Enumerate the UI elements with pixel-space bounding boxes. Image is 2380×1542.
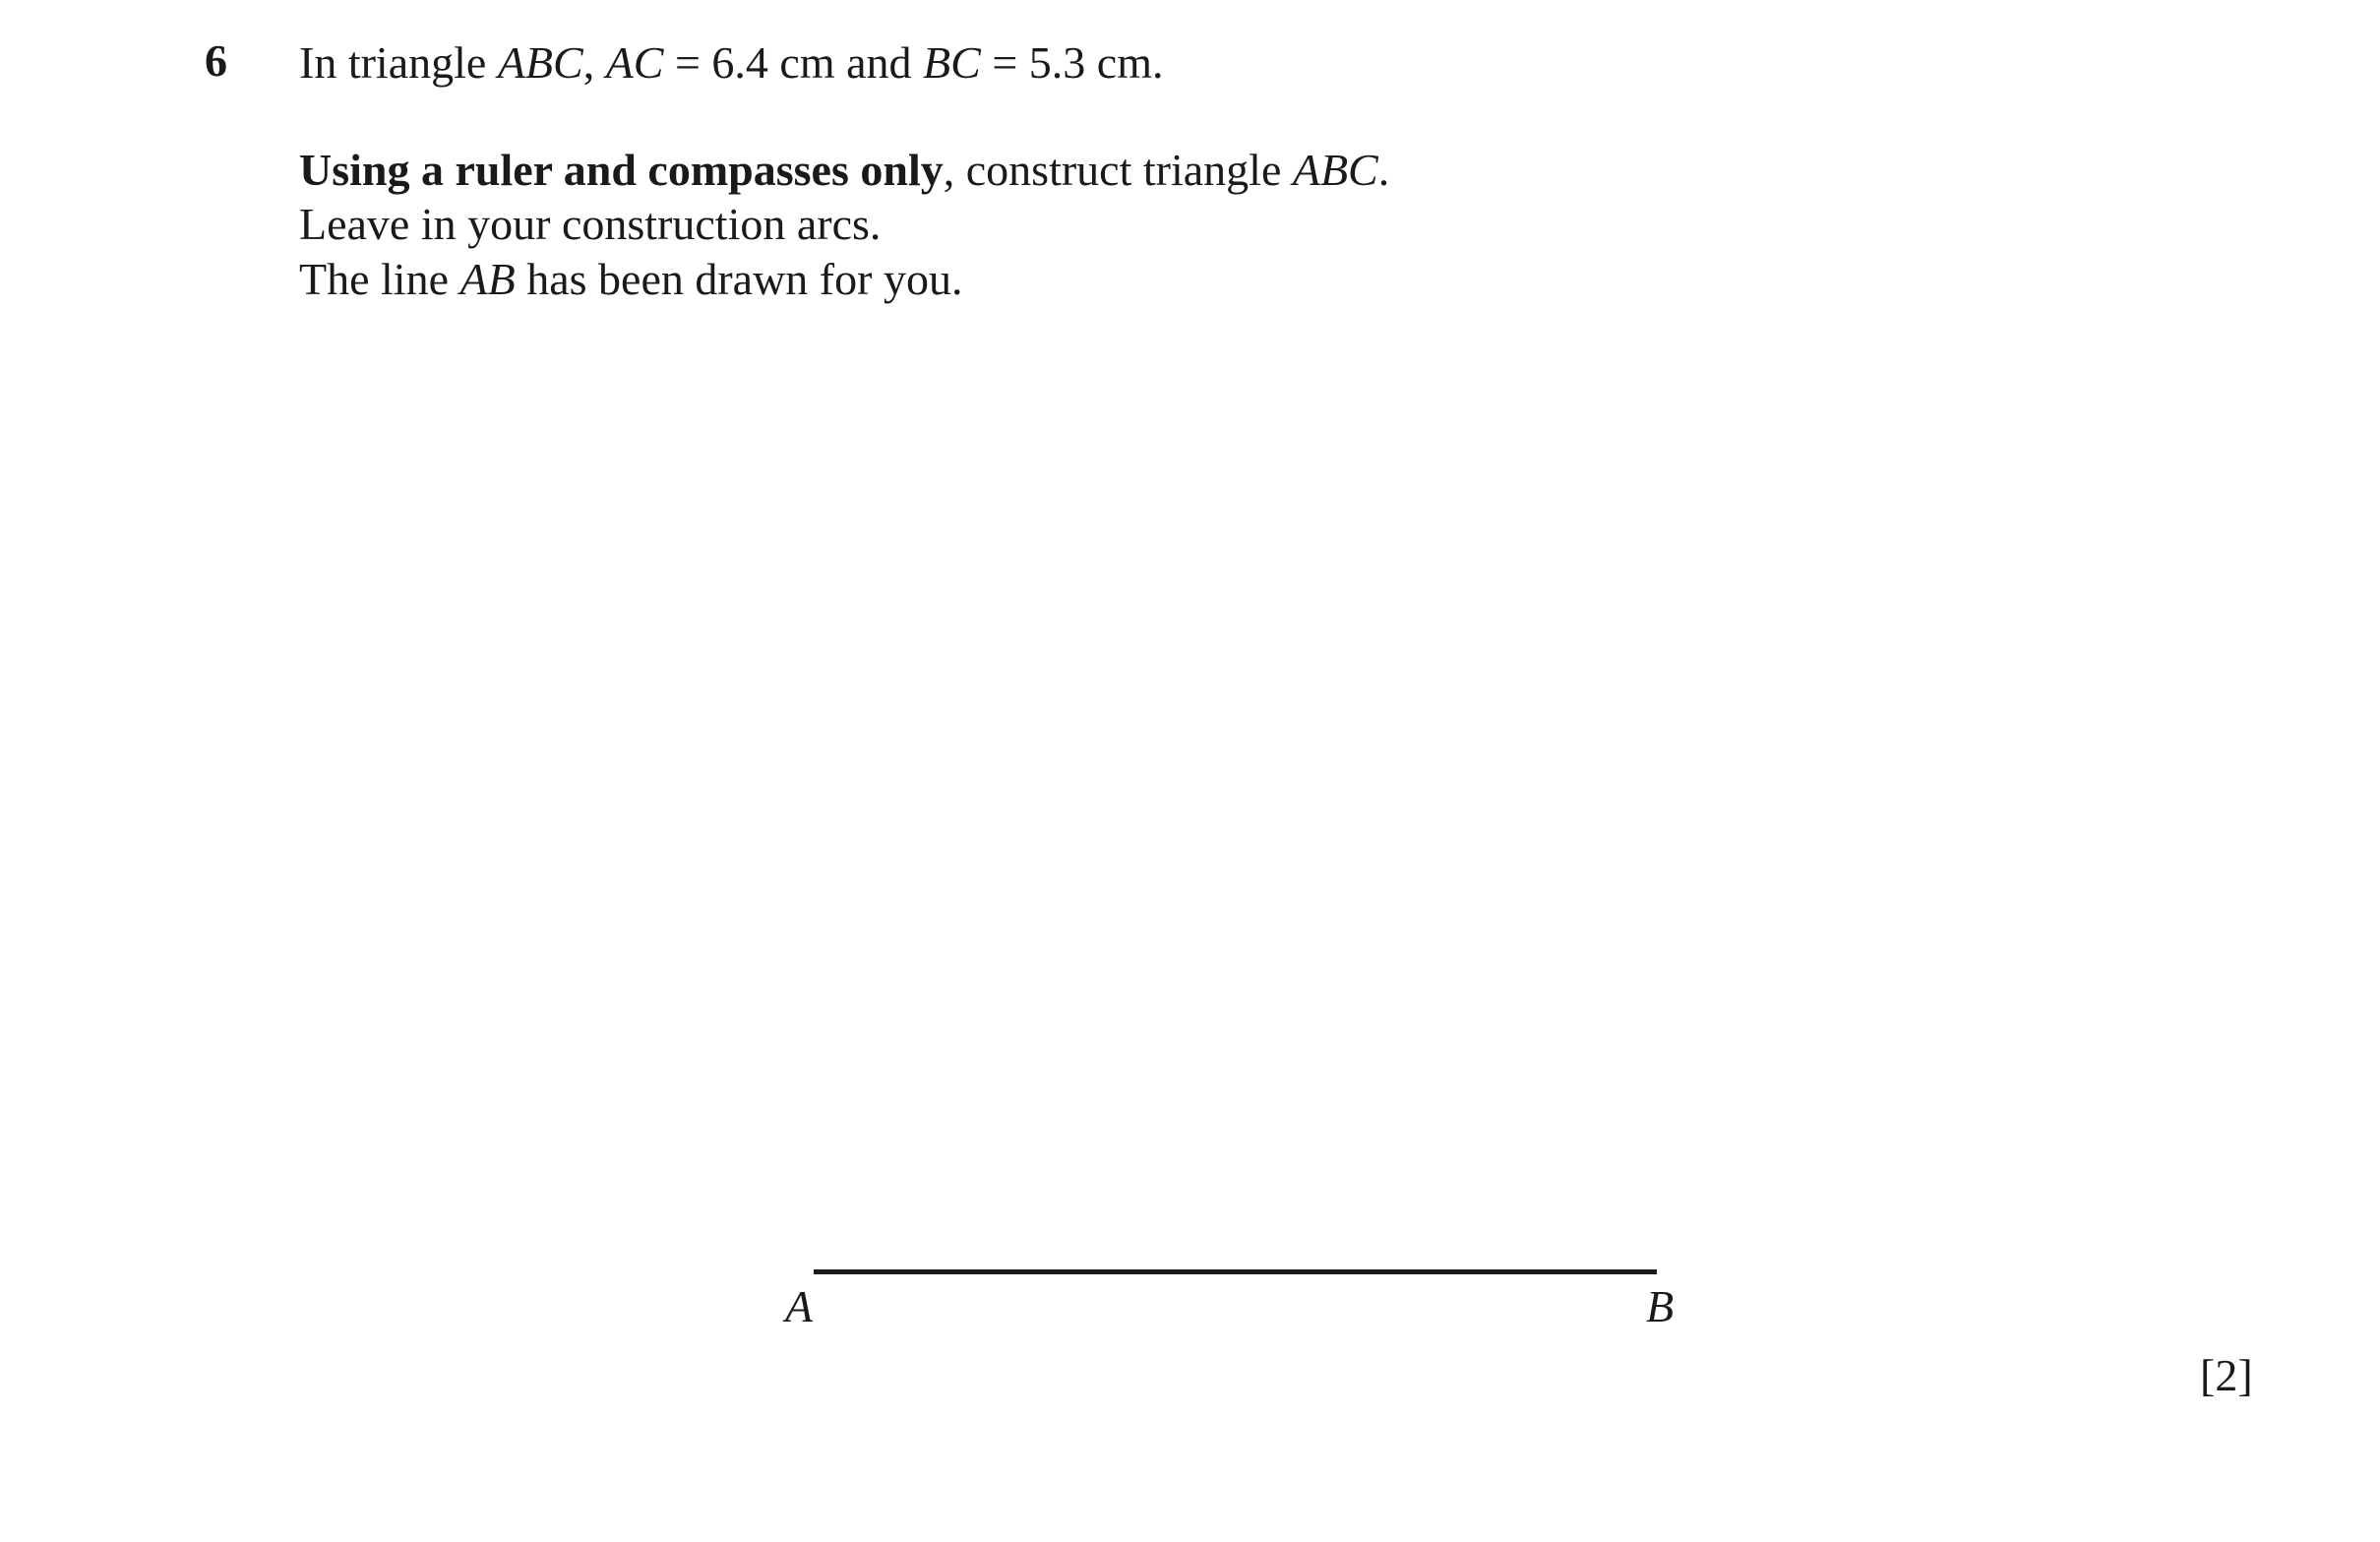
text-bc: BC (923, 37, 981, 88)
instruction-drawn: has been drawn for you. (515, 254, 963, 304)
question-text-line-1 (299, 33, 1163, 93)
text-bc-value: = 5.3 cm. (980, 37, 1164, 88)
text-ac-value: = 6.4 cm and (663, 37, 924, 88)
instruction-line-3 (299, 250, 962, 309)
point-a-label: A (785, 1281, 814, 1331)
text-ac: AC (605, 37, 664, 88)
instruction-line-2: Leave in your construction arcs. (299, 199, 882, 249)
instruction-line-1 (299, 141, 1389, 200)
marks-label: [2] (2200, 1350, 2253, 1400)
instruction-the-line: The line (299, 254, 460, 304)
instruction-abc: ABC (1292, 145, 1378, 195)
point-b-label: B (1646, 1281, 1675, 1331)
instruction-rest: , construct triangle (943, 145, 1293, 195)
line-segment-ab (814, 1269, 1657, 1274)
instruction-bold: Using a ruler and compasses only (299, 145, 944, 195)
instruction-period: . (1377, 145, 1390, 195)
question-number: 6 (205, 35, 227, 86)
text-abc: ABC (497, 37, 583, 88)
text-in-triangle: In triangle (299, 37, 498, 88)
text-comma: , (582, 37, 606, 88)
instruction-ab: AB (459, 254, 516, 304)
